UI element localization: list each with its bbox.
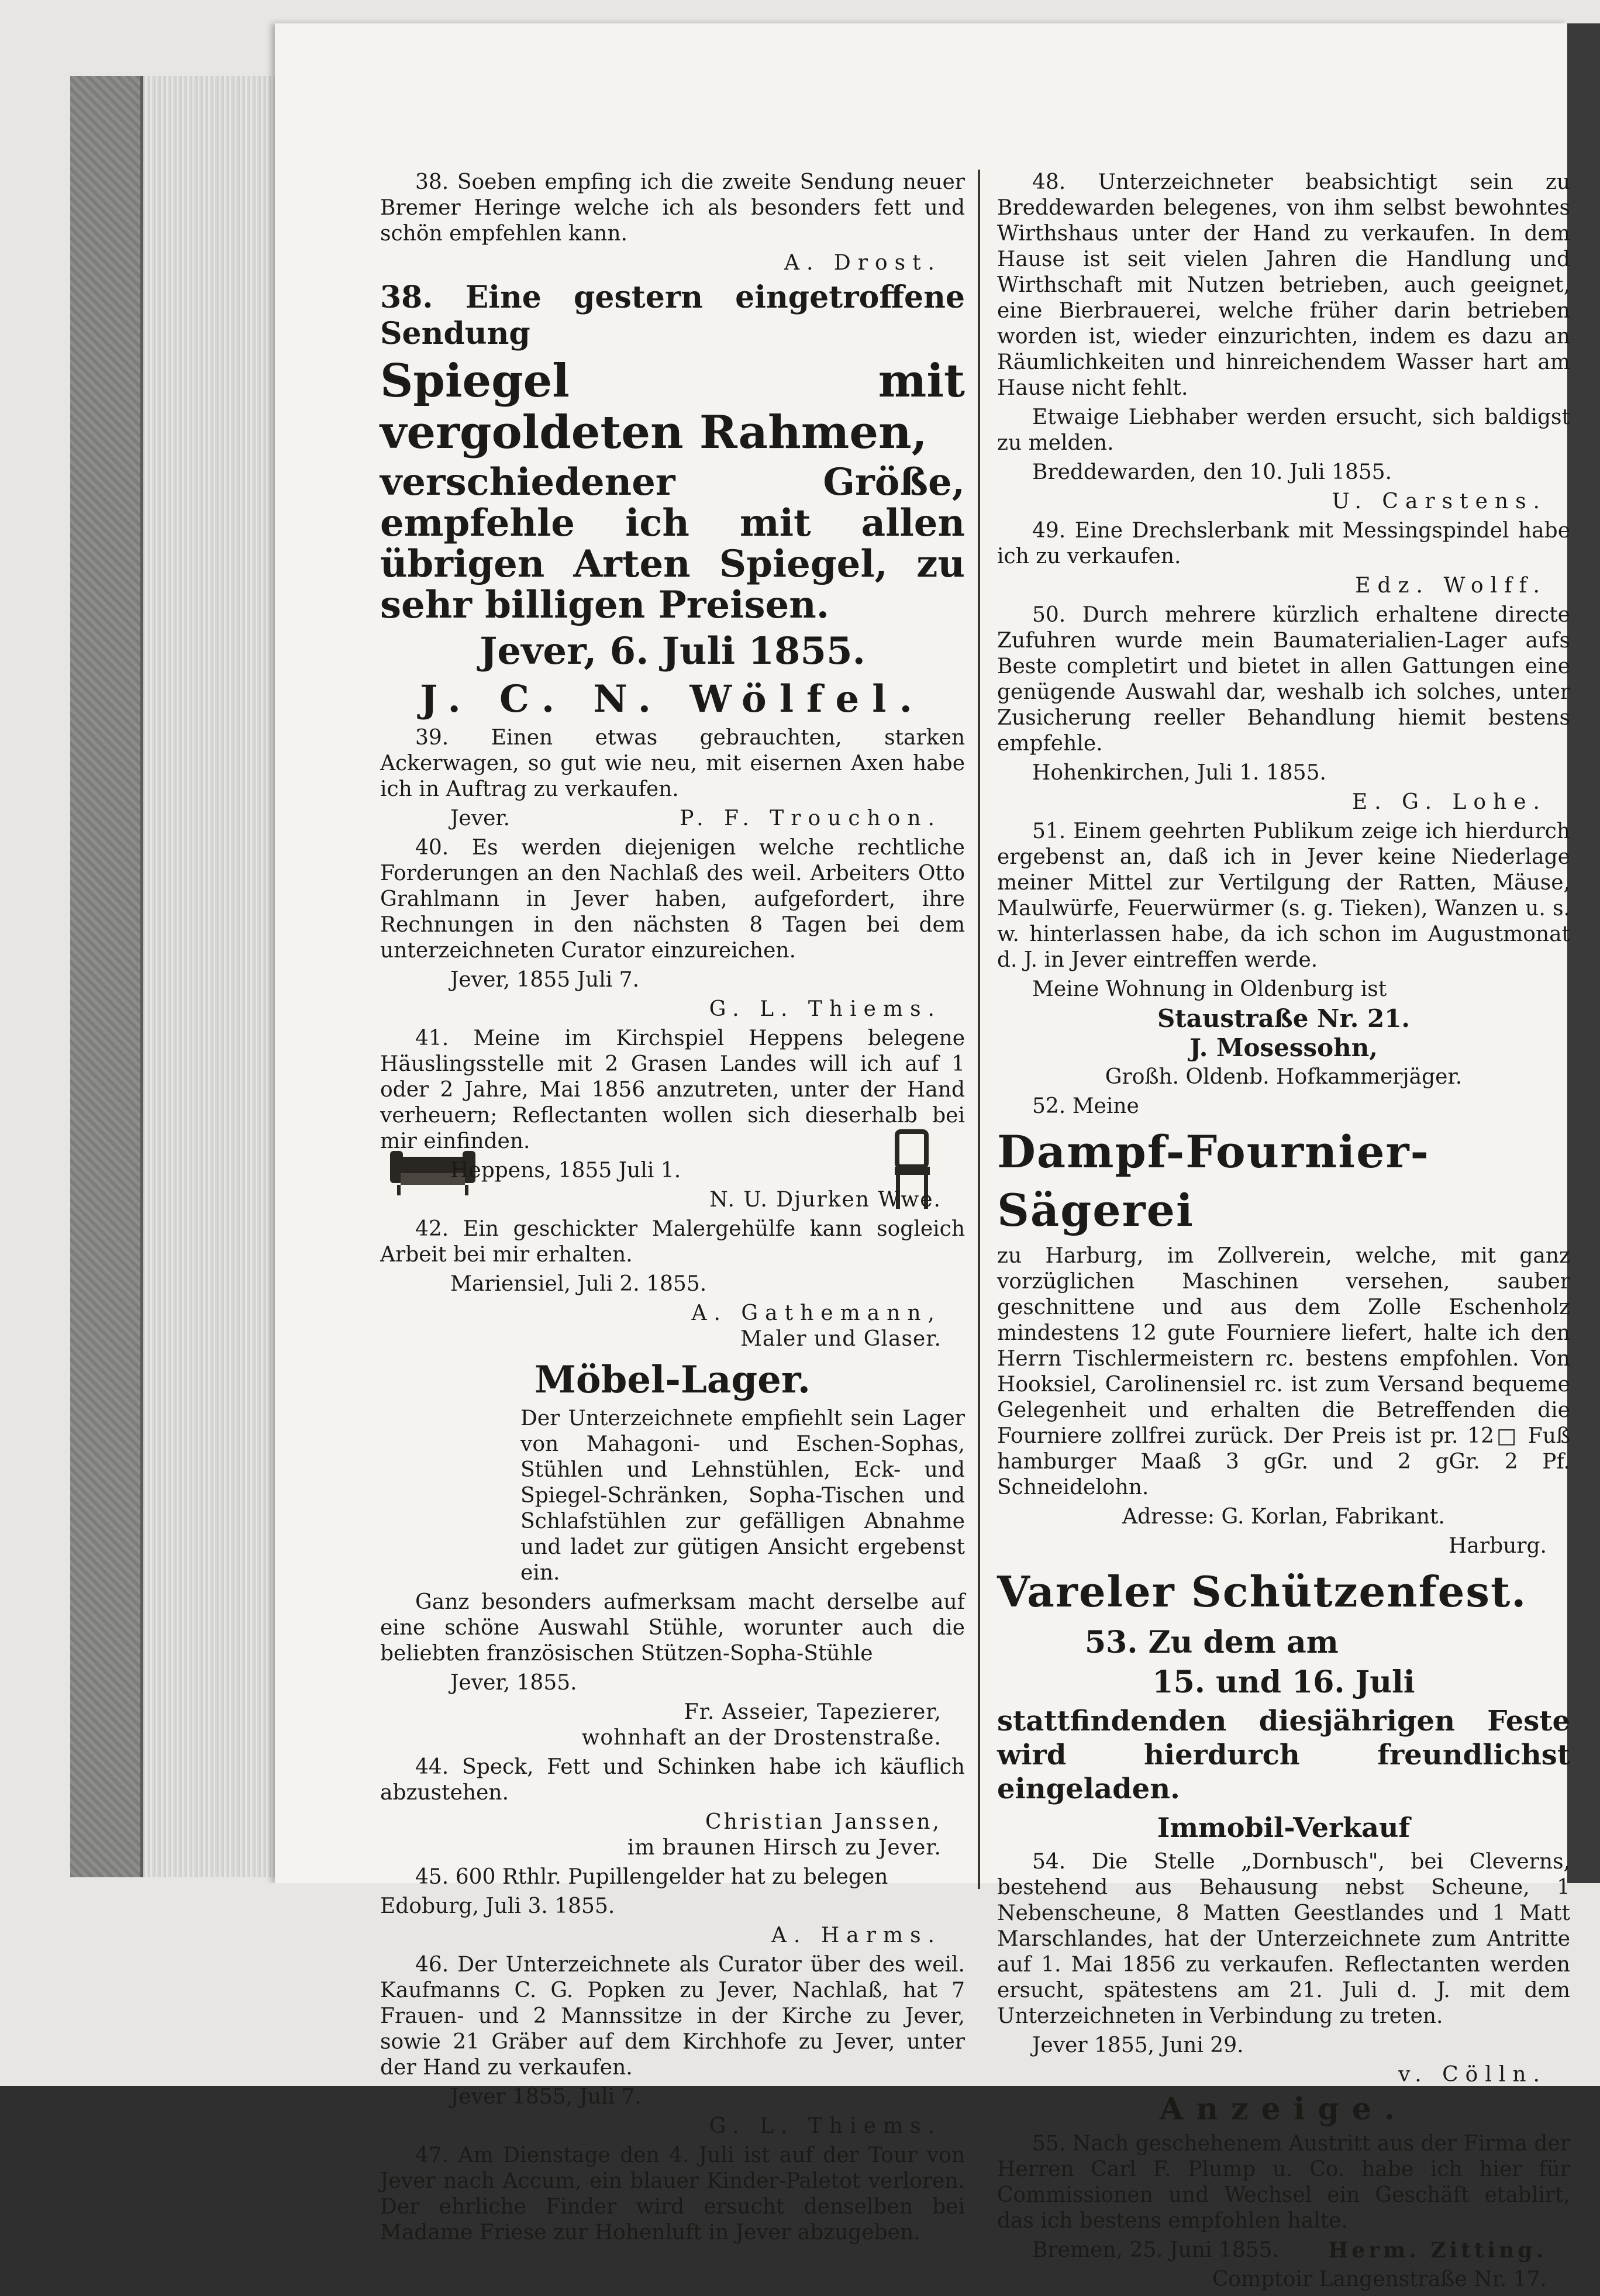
ad-46-text: 46. Der Unterzeichnete als Curator über des weil. Kaufmanns C. G. Popken zu Jever, Nachlaß, hat 7 Frauen- und 2 Mannssitze in der Kirche zu Jever, sowie 21 Gräber auf dem Kirchhofe zu Jever, unter der Hand zu verkaufen.: [380, 1953, 965, 2080]
ad-51-address: Staustraße Nr. 21.: [1157, 1004, 1411, 1033]
ad-53-line-1: 53. Zu dem am: [1085, 1625, 1339, 1660]
ad-46-place: Jever 1855, Juli 7.: [450, 2085, 642, 2109]
ad-40-signature: G. L. Thiems.: [709, 997, 942, 1021]
ad-51-text-2: Meine Wohnung in Oldenburg ist: [1032, 977, 1387, 1001]
ad-43-address: wohnhaft an der Drostenstraße.: [581, 1726, 942, 1750]
ad-44-signature: Christian Janssen,: [705, 1810, 942, 1834]
ad-55-address: Comptoir Langenstraße Nr. 17.: [1212, 2267, 1547, 2291]
ad-51-title: Großh. Oldenb. Hofkammerjäger.: [1105, 1065, 1463, 1089]
ad-39-text: 39. Einen etwas gebrauchten, starken Ackerwagen, so gut wie neu, mit eisernen Axen habe ich in Auftrag zu verkaufen.: [380, 726, 965, 801]
scan-edge: [1567, 23, 1600, 1883]
ad-41-signature: N. U. Djurken Wwe.: [709, 1188, 942, 1212]
ad-44-address: im braunen Hirsch zu Jever.: [627, 1836, 942, 1860]
ad-38-mirror-title: Spiegel mit vergoldeten Rahmen,: [380, 354, 965, 459]
ad-55-signature: Herm. Zitting.: [1328, 2238, 1547, 2263]
ad-38-herring-text: 38. Soeben empfing ich die zweite Sendung neuer Bremer Heringe welche ich als besonders fett und schön empfehlen kann.: [380, 170, 965, 246]
ad-55-place: Bremen, 25. Juni 1855. Herm. Zitting.: [997, 2238, 1570, 2263]
ad-45-text: 45. 600 Rthlr. Pupillengelder hat zu belegen: [415, 1865, 888, 1889]
page-edges: [143, 76, 278, 1877]
ad-42-place: Mariensiel, Juli 2. 1855.: [450, 1272, 707, 1296]
ad-43-place: Jever, 1855.: [450, 1671, 577, 1695]
ad-53-line-2: 15. und 16. Juli: [1152, 1664, 1415, 1700]
ad-45-signature: A. Harms.: [771, 1923, 942, 1947]
ad-51-text: 51. Einem geehrten Publikum zeige ich hierdurch ergebenst an, daß ich in Jever keine Niederlage meiner Mittel zur Vertilgung der Ratten, Mäuse, Maulwürfe, Feuerwürmer (s. g. Tieken), Wanzen u. s. w. hinterlassen habe, da ich schon im Augustmonat d. J. in Jever eintreffen werde.: [997, 819, 1570, 972]
ad-45-place: Edoburg, Juli 3. 1855.: [380, 1894, 615, 1918]
ad-50-text: 50. Durch mehrere kürzlich erhaltene directe Zufuhren wurde mein Baumaterialien-Lager aufs Beste completirt und bietet in allen Gattungen eine genügende Auswahl dar, weshalb ich solches, unter Zusicherung reeller Behandlung hiemit bestens empfehle.: [997, 603, 1570, 756]
ad-40-place: Jever, 1855 Juli 7.: [450, 968, 640, 992]
right-column: [997, 170, 1570, 2296]
ad-54-signature: v. Cölln.: [1398, 2063, 1547, 2087]
ad-52-text: zu Harburg, im Zollverein, welche, mit ganz vorzüglichen Maschinen versehen, sauber geschnittene und aus dem Zolle Eschenholz mindestens 12 gute Fourniere liefert, halte ich den Herrn Tischlermeistern rc. bestens empfohlen. Von Hooksiel, Carolinensiel rc. ist zum Versand bequeme Gelegenheit und erhalten die Betreffenden die Fourniere zollfrei zurück. Der Preis ist pr. 12□ Fuß hamburger Maaß 3 gGr. und 2 gGr. 2 Pf. Schneidelohn.: [997, 1244, 1570, 1499]
ad-42-text: 42. Ein geschickter Malergehülfe kann sogleich Arbeit bei mir erhalten.: [380, 1217, 965, 1267]
ad-48-place: Breddewarden, den 10. Juli 1855.: [1032, 460, 1392, 484]
ad-48-text: 48. Unterzeichneter beabsichtigt sein zu Breddewarden belegenes, von ihm selbst bewohntes Wirthshaus unter der Hand zu verkaufen. In dem Hause ist seit vielen Jahren die Handlung und Wirthschaft mit Nutzen betrieben, auch geeignet, eine Bierbrauerei, welche früher darin betrieben worden ist, wieder einzurichten, indem es dazu an Räumlichkeiten und hinreichendem Wasser hart am Hause nicht fehlt.: [997, 170, 1570, 400]
ad-38-mirror-signature: J. C. N. Wölfel.: [420, 677, 925, 721]
book-binding: [70, 76, 144, 1877]
ad-41-text: 41. Meine im Kirchspiel Heppens belegene Häuslingsstelle mit 2 Grasen Landes will ich auf 1 oder 2 Jahre, Mai 1856 anzutreten, unter der Hand verheuern; Reflectanten wollen sich dieserhalb bei mir einfinden.: [380, 1026, 965, 1153]
ad-43-signature: Fr. Asseier, Tapezierer,: [684, 1700, 942, 1724]
ad-52-address: Adresse: G. Korlan, Fabrikant.: [1122, 1505, 1445, 1529]
ad-47-text: 47. Am Dienstage den 4. Juli ist auf der Tour von Jever nach Accum, ein blauer Kinder-Paletot verloren. Der ehrliche Finder wird ersucht denselben bei Madame Friese zur Hohenluft in Jever abzugeben.: [380, 2143, 965, 2245]
ad-38-mirror-place: Jever, 6. Juli 1855.: [480, 629, 865, 673]
ad-53-title: Vareler Schützenfest.: [997, 1567, 1527, 1616]
ad-53-line-3: stattfindenden diesjährigen Feste wird hierdurch freundlichst eingeladen.: [997, 1705, 1570, 1805]
ad-40-text: 40. Es werden diejenigen welche rechtliche Forderungen an den Nachlaß des weil. Arbeiters Otto Grahlmann in Jever haben, aufgefordert, ihre Rechnungen in den nächsten 8 Tagen bei dem unterzeichneten Curator einzureichen.: [380, 836, 965, 963]
ad-43-text-2: Ganz besonders aufmerksam macht derselbe auf eine schöne Auswahl Stühle, worunter auch die beliebten französischen Stützen-Sopha-Stühle: [380, 1590, 965, 1666]
ad-39-place: Jever. P. F. Trouchon.: [380, 806, 965, 832]
ad-54-title: Immobil-Verkauf: [1157, 1812, 1411, 1843]
ad-52-city: Harburg.: [1449, 1534, 1547, 1558]
ad-55-text: 55. Nach geschehenem Austritt aus der Firma der Herren Carl F. Plump u. Co. habe ich hier für Commissionen und Wechsel ein Geschäft etablirt, das ich bestens empfohlen halte.: [997, 2132, 1570, 2233]
ad-49-text: 49. Eine Drechslerbank mit Messingspindel habe ich zu verkaufen.: [997, 519, 1570, 568]
ad-50-signature: E. G. Lohe.: [1351, 790, 1547, 814]
ad-44-text: 44. Speck, Fett und Schinken habe ich käuflich abzustehen.: [380, 1755, 965, 1805]
ad-38-herring-signature: A. Drost.: [784, 251, 942, 275]
ad-48-text-2: Etwaige Liebhaber werden ersucht, sich baldigst zu melden.: [997, 405, 1570, 455]
ad-48-signature: U. Carstens.: [1332, 489, 1547, 513]
ad-41-place: Heppens, 1855 Juli 1.: [450, 1159, 681, 1183]
ad-38-mirror-text: verschiedener Größe, empfehle ich mit allen übrigen Arten Spiegel, zu sehr billigen Preisen.: [380, 460, 965, 627]
ad-52-heading: 52. Meine: [1032, 1094, 1139, 1118]
ad-50-place: Hohenkirchen, Juli 1. 1855.: [1032, 761, 1326, 785]
ad-51-name: J. Mosessohn,: [1189, 1033, 1378, 1062]
ad-52-title: Dampf-Fournier-Sägerei: [997, 1126, 1430, 1236]
ad-46-signature: G. L. Thiems.: [709, 2114, 942, 2138]
ad-55-title: Anzeige.: [1159, 2091, 1408, 2127]
ad-43-text: Der Unterzeichnete empfiehlt sein Lager von Mahagoni- und Eschen-Sophas, Stühlen und Lehnstühlen, Eck- und Spiegel-Schränken, Sopha-Tischen und Schlafstühlen zur gefälligen Abnahme und ladet zur gütigen Ansicht ergebenst ein.: [520, 1406, 965, 1585]
ad-49-signature: Edz. Wolff.: [1355, 574, 1547, 598]
ad-38-mirror-heading: 38. Eine gestern eingetroffene Sendung: [380, 280, 965, 351]
ad-43-title: Möbel-Lager.: [535, 1358, 811, 1402]
ad-54-place: Jever 1855, Juni 29.: [1032, 2033, 1244, 2057]
ad-39-signature: P. F. Trouchon.: [680, 806, 942, 830]
ad-42-occupation: Maler und Glaser.: [740, 1327, 942, 1351]
ad-42-signature: A. Gathemann,: [691, 1301, 942, 1325]
left-column: [380, 170, 965, 2249]
column-divider: [978, 170, 980, 1889]
ad-54-text: 54. Die Stelle „Dornbusch", bei Cleverns, bestehend aus Behausung nebst Scheune, 1 Nebenscheune, 8 Matten Geestlandes und 1 Matt Marschlandes, hat der Unterzeichnete zum Antritte auf 1. Mai 1856 zu verkaufen. Reflectanten werden ersucht, spätestens am 21. Juli d. J. mit dem Unterzeichneten in Verbindung zu treten.: [997, 1850, 1570, 2028]
